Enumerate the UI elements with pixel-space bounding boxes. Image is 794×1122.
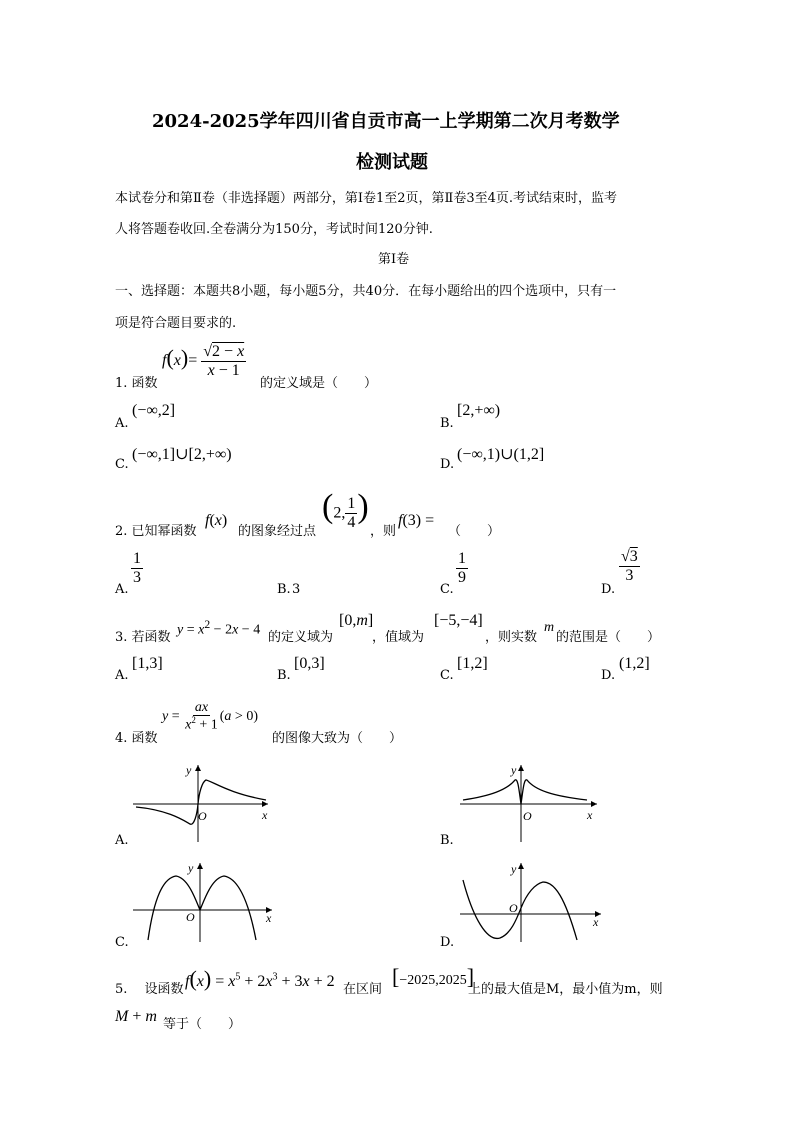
q2-function: f(x) [205, 512, 228, 529]
q2-option-a-letter: A. [115, 582, 129, 597]
q3-option-d-letter: D. [601, 668, 616, 683]
q4-option-a-letter: A. [115, 833, 129, 848]
q4-suffix: 的图像大致为（ ） [272, 731, 403, 746]
q4-graph-d-y-label: y [511, 862, 517, 876]
q2-option-c-letter: C. [440, 582, 454, 597]
volume-label: 第Ⅰ卷 [378, 252, 410, 267]
q4-graph-b-x-label: x [587, 808, 593, 822]
q1-prefix: 1. 函数 [115, 376, 158, 391]
q3-option-c-text: [1,2] [457, 655, 488, 672]
q4-graph-c-x-label: x [266, 911, 272, 925]
q3-option-a-letter: A. [115, 668, 129, 683]
q1-option-c-letter: C. [115, 457, 129, 472]
q2-option-b-text: 3 [292, 582, 301, 597]
q4-option-c-letter: C. [115, 935, 129, 950]
q4-prefix: 4. 函数 [115, 731, 158, 746]
q5-mid: 在区间 [343, 982, 383, 997]
q3-range: [−5,−4] [434, 612, 483, 629]
q4-graph-d-origin-label: O [509, 901, 518, 915]
q2-then: ，则 [370, 524, 397, 539]
section-heading-line-1: 一、选择题：本题共8小题，每小题5分，共40分．在每小题给出的四个选项中，只有一 [115, 284, 617, 299]
q1-formula: f(x)= $\frac{√2 - x}{x - 1}$ [162, 343, 245, 379]
q2-value: f(3) = [398, 512, 435, 529]
q2-option-c-value: $\frac{1}{9}$ [458, 550, 466, 586]
q2-prefix: 2. 已知幂函数 [115, 524, 197, 539]
q1-option-b-text: [2,+∞) [457, 402, 501, 419]
q1-option-d-text: (−∞,1)∪(1,2] [457, 446, 545, 463]
q1-option-a-text: (−∞,2] [132, 402, 176, 419]
q4-option-b-letter: B. [440, 833, 454, 848]
q3-prefix: 3. 若函数 [115, 630, 171, 645]
q3-suffix: ，则实数 [485, 630, 538, 645]
q3-function: $y = x^2 - 2x - 4$ [177, 618, 261, 638]
q4-formula: y = $\frac{ax}{x^2 + 1}$ (a > 0) [162, 700, 258, 734]
q3-domain: [0,m] [339, 612, 374, 629]
q3-option-b-letter: B. [277, 668, 291, 683]
q3-option-a-text: [1,3] [132, 655, 163, 672]
q3-option-b-text: [0,3] [294, 655, 325, 672]
q2-option-d-letter: D. [601, 582, 616, 597]
q5-line2-suffix: 等于（ ） [163, 1017, 242, 1032]
q1-option-d-letter: D. [440, 457, 455, 472]
q2-option-a-value: $\frac{1}{3}$ [133, 550, 141, 586]
q4-graph-a [128, 760, 278, 845]
section-heading-line-2: 项是符合题目要求的. [115, 316, 237, 331]
q3-variable: m [544, 620, 555, 635]
q2-mid: 的图象经过点 [238, 524, 317, 539]
q1-option-c-text: (−∞,1]∪[2,+∞) [132, 446, 232, 463]
q5-interval: [−2025,2025] [392, 964, 475, 989]
q3-option-d-text: (1,2] [619, 655, 650, 672]
q3-suffix2: 的范围是（ ） [556, 630, 661, 645]
title-line-1: 2024-2025学年四川省自贡市高一上学期第二次月考数学 [152, 111, 620, 132]
q2-option-b-letter: B. [277, 582, 291, 597]
q4-option-d-letter: D. [440, 935, 455, 950]
q5-prefix: 5. 设函数 [115, 982, 184, 997]
title-line-2: 检测试题 [356, 152, 428, 173]
q5-sum-expression: M + m [115, 1008, 157, 1025]
intro-line-2: 人将答题卷收回.全卷满分为150分，考试时间120分钟. [115, 222, 433, 237]
q4-graph-a-origin-label: O [198, 809, 207, 823]
q1-option-b-letter: B. [440, 416, 454, 431]
q4-graph-b-origin-label: O [523, 809, 532, 823]
q3-mid2: ，值域为 [372, 630, 425, 645]
q1-option-a-letter: A. [115, 416, 129, 431]
q4-graph-c-origin-label: O [186, 910, 195, 924]
q4-graph-a-x-label: x [262, 808, 268, 822]
q5-suffix: 上的最大值是M，最小值为m，则 [468, 982, 663, 997]
q4-graph-b [455, 760, 605, 845]
q2-option-d-value: $\frac{√3}{3}$ [621, 548, 638, 584]
q4-graph-b-y-label: y [511, 763, 517, 777]
q4-graph-d [455, 858, 605, 943]
intro-line-1: 本试卷分和第Ⅱ卷（非选择题）两部分，第Ⅰ卷1至2页，第Ⅱ卷3至4页.考试结束时，监考 [115, 191, 618, 206]
q4-graph-c [128, 858, 278, 943]
q4-graph-d-x-label: x [593, 915, 599, 929]
q4-graph-c-y-label: y [188, 861, 194, 875]
q1-suffix: 的定义域是（ ） [260, 376, 378, 391]
q4-graph-a-y-label: y [186, 763, 192, 777]
q3-mid1: 的定义域为 [268, 630, 334, 645]
q3-option-c-letter: C. [440, 668, 454, 683]
q5-formula: $f(x) = x^5 + 2x^3 + 3x + 2$ [185, 966, 335, 991]
q2-point: (2, $\frac{1}{4}$ ) [322, 488, 369, 531]
q2-suffix: （ ） [448, 524, 501, 539]
